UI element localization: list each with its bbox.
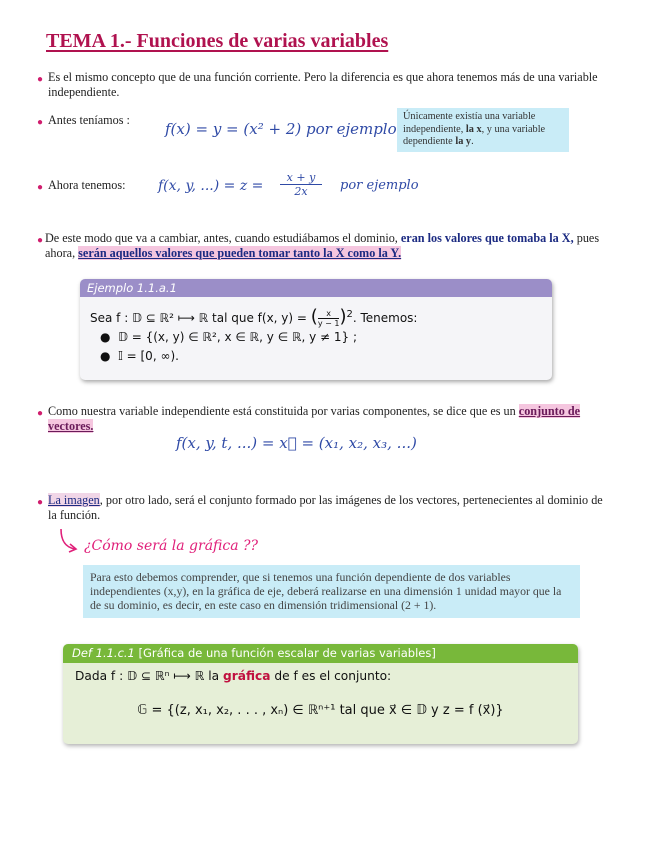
definition-id: Def 1.1.c.1 (72, 646, 135, 660)
paragraph-vectors (48, 404, 598, 434)
definition-keyword: gráfica (223, 669, 271, 683)
example-exponent-icon: 2 (346, 309, 353, 320)
bullet-icon: ● (37, 117, 44, 128)
example-item-1 (90, 328, 542, 347)
example-line1-prefix: Sea f : 𝔻 ⊆ ℝ² ⟼ ℝ tal que f(x, y) = (90, 311, 307, 325)
example-item-1-text: 𝔻 = {(x, y) ∈ ℝ², x ∈ ℝ, y ∈ ℝ, y ≠ 1} ; (118, 330, 358, 344)
p4-highlight: conjunto de vectores. (48, 404, 581, 433)
question-heading: ¿Cómo será la gráfica ?? (84, 538, 259, 554)
ahora-numerator: x + y (280, 171, 322, 185)
example-frac-den: y − 1 (317, 319, 340, 328)
definition-prefix: Dada f : 𝔻 ⊆ ℝⁿ ⟼ ℝ la (75, 669, 220, 683)
vector-formula: f(x, y, t, ...) = x⃗ = (x₁, x₂, x₃, ...) (176, 434, 417, 452)
antes-formula: f(x) = y = (x² + 2) por ejemplo (165, 120, 397, 138)
example-line1-suffix: . Tenemos: (352, 311, 418, 325)
bullet-icon: ● (37, 497, 44, 508)
p3-text-1: De este modo que va a cambiar, antes, cuando estudiábamos el dominio, (45, 231, 398, 245)
p3-bold: eran los valores que tomaba la X, (400, 231, 574, 245)
note-box (397, 108, 569, 152)
definition-suffix: de f es el conjunto: (274, 669, 392, 683)
p3-highlight: serán aquellos valores que pueden tomar tanto la X como la Y. (78, 246, 402, 260)
definition-formula: 𝔾 = {(z, x₁, x₂, . . . , xₙ) ∈ ℝⁿ⁺¹ tal que x⃗ ∈ 𝔻 y z = f (x⃗)} (137, 703, 504, 718)
paragraph-intro: Es el mismo concepto que de una función corriente. Pero la diferencia es que ahora tenemos más de una variable independiente. (48, 70, 598, 99)
bullet-icon: ● (37, 235, 44, 246)
definition-header (63, 644, 578, 663)
definition-line1 (75, 669, 566, 683)
note-x: la x (465, 123, 482, 135)
note-text-2: , y una variable dependiente (403, 123, 546, 147)
definition-body (63, 663, 578, 724)
p3-text-2: pues ahora, (45, 231, 600, 260)
ahora-tail: por ejemplo (340, 178, 419, 193)
ahora-fraction (280, 171, 322, 198)
item-bullet-icon: ● (100, 349, 119, 363)
example-box (80, 279, 552, 380)
example-line1 (90, 305, 542, 328)
p4-text: Como nuestra variable independiente está constituida por varias componentes, se dice que es un (48, 404, 516, 418)
ahora-label: Ahora tenemos: (48, 178, 126, 192)
definition-title: [Gráfica de una función escalar de varias variables] (138, 646, 436, 660)
example-item-2 (90, 347, 542, 366)
paren-right-icon: ) (339, 306, 347, 327)
bullet-icon: ● (37, 408, 44, 419)
definition-box (63, 644, 578, 744)
curved-arrow-icon (58, 527, 80, 555)
paren-left-icon: ( (310, 306, 318, 327)
example-fraction (318, 309, 340, 328)
ahora-formula-left: f(x, y, ...) = z = (158, 178, 264, 194)
note-y: la y (455, 136, 472, 147)
explanation-box: Para esto debemos comprender, que si tenemos una función dependiente de dos variables independientes (x,y), en la gráfica de eje, deberá realizarse en una dimensión 1 unidad mayor que la de su dominio, es decir, en este caso en dimensión tridimensional (2 + 1). (83, 565, 580, 618)
example-body (80, 297, 552, 374)
paragraph-image (48, 493, 603, 523)
antes-label: Antes teníamos : (48, 113, 130, 127)
example-header: Ejemplo 1.1.a.1 (80, 279, 552, 297)
example-frac-num: x (318, 309, 340, 319)
note-end: . (471, 136, 474, 147)
ahora-denominator: 2x (294, 185, 308, 198)
bullet-icon: ● (37, 182, 44, 193)
p5-text: , por otro lado, será el conjunto formado por las imágenes de los vectores, pertenecientes al dominio de la función. (48, 493, 603, 522)
example-item-2-text: 𝕀 = [0, ∞). (118, 349, 179, 363)
bullet-icon: ● (37, 74, 44, 85)
item-bullet-icon: ● (100, 330, 119, 344)
image-link[interactable]: La imagen (48, 493, 100, 507)
note-text-1: Únicamente existía una variable independiente, (403, 111, 536, 135)
paragraph-domain (45, 231, 605, 261)
page-title: TEMA 1.- Funciones de varias variables (46, 30, 389, 52)
